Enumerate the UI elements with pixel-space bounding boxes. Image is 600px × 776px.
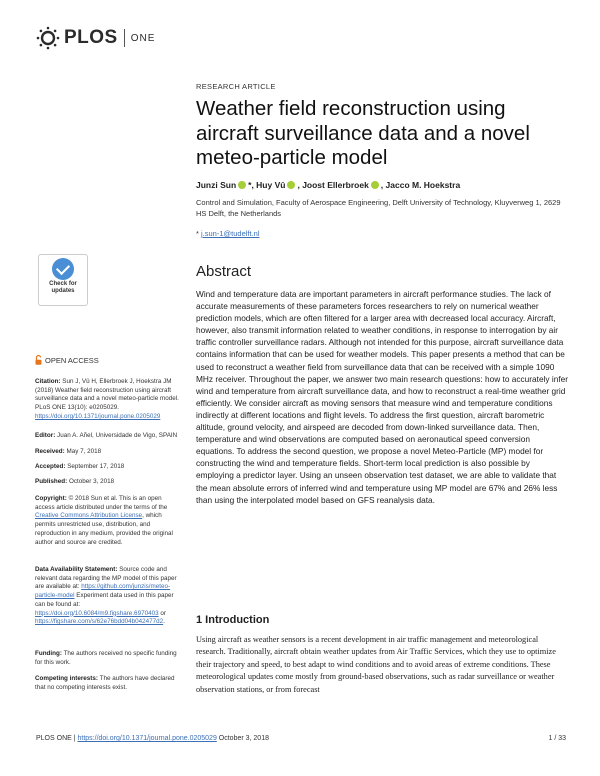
data-availability-block [35, 566, 183, 627]
author-name[interactable]: Jacco M. Hoekstra [385, 180, 461, 190]
data-availability-text: Source code and relevant data regarding the MP model of this paper are available at: [35, 566, 177, 591]
email-link[interactable]: j.sun-1@tudelft.nl [201, 229, 260, 238]
orcid-icon[interactable] [371, 181, 379, 189]
received-label: Received: [35, 448, 65, 455]
accepted-block [35, 463, 183, 472]
citation-text: Sun J, Vû H, Ellerbroek J, Hoekstra JM (2018) Weather field reconstruction using aircraft surveillance data and a novel meteo-particle model. PLoS ONE 13(10): e0205029. [35, 378, 179, 412]
article-title: Weather field reconstruction using aircraft surveillance data and a novel meteo-particle model [196, 97, 530, 169]
author-name[interactable]: Joost Ellerbroek [302, 180, 369, 190]
email-marker: * [196, 229, 202, 238]
received-block [35, 448, 183, 457]
check-for-updates-badge[interactable] [38, 254, 88, 306]
copyright-block [35, 495, 183, 547]
author-separator: *, [248, 180, 257, 190]
editor-block [35, 432, 183, 441]
copyright-label: Copyright: [35, 495, 67, 502]
orcid-icon[interactable] [238, 181, 246, 189]
citation-doi-link[interactable]: https://doi.org/10.1371/journal.pone.0205029 [35, 412, 161, 420]
checkmark-icon [52, 258, 74, 280]
open-access-text: OPEN ACCESS [45, 355, 99, 365]
editor-text: Juan A. Añel, Universidade de Vigo, SPAIN [57, 432, 178, 439]
author-separator: , [380, 180, 386, 190]
received-text: May 7, 2018 [66, 448, 102, 455]
logo-divider [124, 29, 125, 47]
author-name[interactable]: Huy Vû [256, 180, 286, 190]
funding-label: Funding: [35, 650, 62, 657]
copyright-text-end: , which permits unrestricted use, distribution, and reproduction in any medium, provided the original author and source are credited. [35, 512, 173, 546]
page-number: 1 / 33 [548, 735, 566, 742]
corresponding-email [196, 229, 568, 238]
plos-logo-icon [36, 26, 60, 50]
accepted-text: September 17, 2018 [67, 463, 125, 470]
funding-text: The authors received no specific funding for this work. [35, 650, 177, 666]
competing-interests-text: The authors have declared that no competing interests exist. [35, 675, 175, 691]
check-for-updates-line2: updates [51, 287, 75, 294]
github-link[interactable]: https://github.com/junzis/meteo-particle-model [35, 583, 171, 600]
data-availability-or: or [158, 609, 166, 617]
footer-doi-link[interactable]: https://doi.org/10.1371/journal.pone.0205029 [77, 735, 217, 742]
data-availability-end: . [163, 618, 165, 626]
citation-block [35, 378, 183, 422]
license-link[interactable]: Creative Commons Attribution License [35, 512, 143, 520]
open-lock-icon [35, 355, 42, 365]
footer [36, 735, 566, 742]
competing-interests-block [35, 675, 183, 692]
plos-logo [36, 26, 155, 50]
editor-label: Editor: [35, 432, 56, 439]
funding-block [35, 650, 183, 667]
figshare-doi-link[interactable]: https://doi.org/10.6084/m9.figshare.6970403 [35, 609, 159, 617]
introduction-heading: 1 Introduction [196, 614, 270, 626]
open-access-label [35, 355, 99, 365]
published-label: Published: [35, 478, 68, 485]
footer-date: October 3, 2018 [216, 735, 269, 742]
abstract-heading: Abstract [196, 263, 252, 280]
check-for-updates-line1: Check for [49, 281, 77, 287]
author-list [196, 180, 568, 190]
abstract-text: Wind and temperature data are important parameters in aircraft performance studies. The lack of accurate measurements of these parameters forces researchers to rely on numerical weather prediction models, which are often filtered for a larger area with decreased local accuracy. Aircraft, however, also transmit information related to weather conditions, in response to interrogation by air traffic controller surveillance radars. Although not intended for this purpose, aircraft surveillance data contains information that can be used for weather models. This paper presents a method that can be used to reconstruct a weather field from surveillance data that can be received with a simple 1090 MHz receiver. Throughout the paper, we answer two main research questions: how to accurately infer wind and temperature from aircraft surveillance data, and how to reconstruct a real-time weather grid efficiently. We consider aircraft as moving sensors that measure wind and temperature conditions indirectly at different locations and flight levels. To address the first question, aircraft barometric altitude, ground velocity, and airspeed are decoded from down-linked surveillance data. Then, temperature and wind observations are computed based on aeronautical speed conversion equations. To address the second question, we propose a novel Meteo-Particle (MP) model for constructing the wind and temperature fields. Short-term local prediction is also possible by employing a predictor layer. Using an unseen observation test dataset, we are able to validate that the mean absolute errors of inferred wind and temperature using MP model are 67% and 26% less than using the interpolated model based on GFS reanalysis data. [196, 289, 569, 505]
copyright-text: © 2018 Sun et al. This is an open access article distributed under the terms of the [35, 495, 168, 511]
citation-label: Citation: [35, 378, 61, 385]
data-availability-label: Data Availability Statement: [35, 566, 118, 573]
footer-journal: PLOS ONE | [36, 735, 78, 742]
accepted-label: Accepted: [35, 463, 66, 470]
logo-text: PLOS [64, 27, 118, 48]
orcid-icon[interactable] [287, 181, 295, 189]
published-text: October 3, 2018 [68, 478, 115, 485]
published-block [35, 478, 183, 487]
competing-interests-label: Competing interests: [35, 675, 98, 682]
journal-name: ONE [130, 32, 156, 44]
figshare-link[interactable]: https://figshare.com/s/62e76bdd04b042477d2 [35, 618, 164, 626]
affiliation: Control and Simulation, Faculty of Aerospace Engineering, Delft University of Technology, Kluyverweg 1, 2629 HS Delft, the Netherlands [196, 198, 561, 218]
data-availability-text2: Experiment data used in this paper can be found at: [35, 592, 174, 608]
article-type: RESEARCH ARTICLE [196, 82, 276, 91]
introduction-text: Using aircraft as weather sensors is a recent development in air traffic management and meteorological research. Traditionally, aircraft obtain weather updates from Air Traffic Services, which they use to optimize their trajectory and speed, to best adapt to wind conditions and to avoid areas of extreme conditions. These meteorological updates come mostly from ground-based observations, such as radar surveillance or weather observation stations, or from forecast [196, 635, 556, 694]
author-name[interactable]: Junzi Sun [196, 180, 237, 190]
author-separator: , [297, 180, 303, 190]
